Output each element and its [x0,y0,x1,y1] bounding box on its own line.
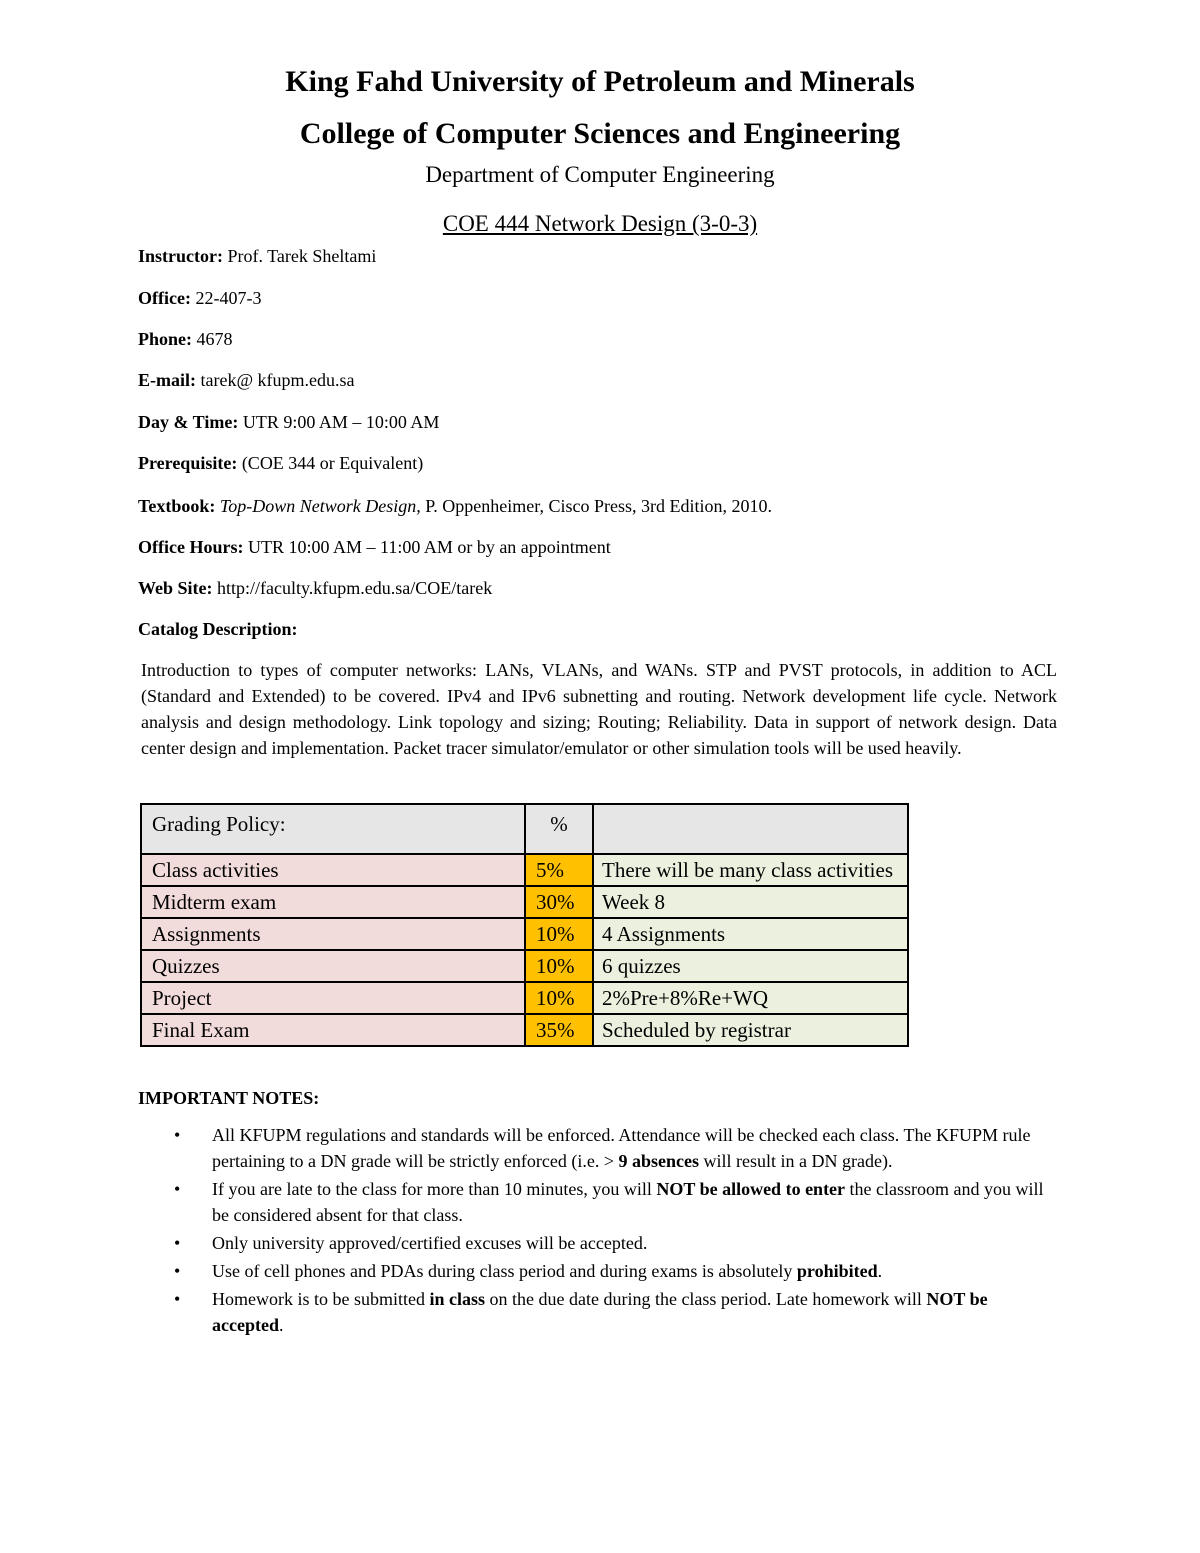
note-text: If you are late to the class for more than 10 minutes, you will [212,1179,657,1199]
grading-header-percent: % [525,804,593,854]
note-emphasis: NOT be accepted [212,1289,988,1335]
bullet-icon: • [174,1289,181,1309]
email-value[interactable]: tarek@ kfupm.edu.sa [196,370,355,390]
table-row [141,918,908,950]
grading-item: Midterm exam [141,886,525,918]
email-label: E-mail: [138,370,196,390]
course-title [0,207,1200,241]
table-row [141,1014,908,1046]
note-text: Use of cell phones and PDAs during class period and during exams is absolutely [212,1261,797,1281]
textbook-line [138,493,772,519]
note-text: Homework is to be submitted [212,1289,430,1309]
office-hours-label: Office Hours: [138,537,244,557]
prerequisite-line [138,450,423,476]
daytime-value: UTR 9:00 AM – 10:00 AM [238,412,440,432]
grading-note: Week 8 [593,886,908,918]
website-line [138,575,492,601]
grading-item: Final Exam [141,1014,525,1046]
important-notes-list [140,1122,1060,1340]
grading-item: Project [141,982,525,1014]
table-row [141,854,908,886]
catalog-heading [138,616,297,642]
list-item [140,1230,1060,1256]
university-title: King Fahd University of Petroleum and Minerals [285,65,915,98]
bullet-icon: • [174,1125,181,1145]
phone-label: Phone: [138,329,192,349]
email-line [138,367,355,393]
instructor-value: Prof. Tarek Sheltami [222,246,377,266]
grading-item: Class activities [141,854,525,886]
table-row [141,982,908,1014]
table-row [141,886,908,918]
textbook-details: P. Oppenheimer, Cisco Press, 3rd Edition, 2010. [420,496,772,516]
note-text: . [278,1315,284,1335]
note-emphasis: prohibited [796,1261,878,1281]
grading-header-notes [593,804,908,854]
textbook-label: Textbook: [138,496,216,516]
table-row [141,950,908,982]
daytime-line [138,409,439,435]
note-text: the classroom and you will be considered absent for that class. [212,1179,1044,1225]
grading-percent: 30% [525,886,593,918]
office-line [138,285,261,311]
grading-header-row [141,804,908,854]
note-text: on the due date during the class period. Late homework will [485,1289,927,1309]
grading-item: Quizzes [141,950,525,982]
phone-line [138,326,233,352]
grading-note: 4 Assignments [593,918,908,950]
list-item [140,1122,1060,1174]
website-label: Web Site: [138,578,213,598]
office-hours-value: UTR 10:00 AM – 11:00 AM or by an appointment [243,537,611,557]
bullet-icon: • [174,1179,181,1199]
college-title: College of Computer Sciences and Engineering [299,117,901,150]
grading-policy-table [140,803,909,1047]
list-item [140,1258,1060,1284]
note-emphasis: in class [429,1289,485,1309]
note-text: Only university approved/certified excuses will be accepted. [212,1233,648,1253]
prerequisite-value: (COE 344 or Equivalent) [237,453,424,473]
grading-note: 6 quizzes [593,950,908,982]
instructor-line [138,243,376,269]
grading-percent: 10% [525,982,593,1014]
textbook-title: Top-Down Network Design, [219,496,421,516]
list-item [140,1286,1060,1338]
grading-note: Scheduled by registrar [593,1014,908,1046]
grading-percent: 10% [525,918,593,950]
note-emphasis: NOT be allowed to enter [656,1179,846,1199]
list-item [140,1176,1060,1228]
bullet-icon: • [174,1233,181,1253]
grading-note: 2%Pre+8%Re+WQ [593,982,908,1014]
grading-header-policy: Grading Policy: [141,804,525,854]
grading-percent: 10% [525,950,593,982]
department-title: Department of Computer Engineering [425,162,775,187]
note-text: will result in a DN grade). [699,1151,893,1171]
bullet-icon: • [174,1261,181,1281]
note-text: . [877,1261,883,1281]
catalog-label: Catalog Description: [138,619,298,639]
phone-value: 4678 [192,329,233,349]
important-notes-heading: IMPORTANT NOTES: [138,1088,320,1108]
office-label: Office: [138,288,191,308]
grading-note: There will be many class activities [593,854,908,886]
grading-item: Assignments [141,918,525,950]
daytime-label: Day & Time: [138,412,239,432]
grading-percent: 5% [525,854,593,886]
instructor-label: Instructor: [138,246,223,266]
note-text: All KFUPM regulations and standards will be enforced. Attendance will be checked each class. The KFUPM rule pertaining to a DN grade will be strictly enforced (i.e. > [212,1125,1031,1171]
catalog-description: Introduction to types of computer networks: LANs, VLANs, and WANs. STP and PVST protocols, in addition to ACL (Standard and Extended) to be covered. IPv4 and IPv6 subnetting and routing. Network development life cycle. Network analysis and design methodology. Link topology and sizing; Routing; Reliability. Data in support of network design. Data center design and implementation. Packet tracer simulator/emulator or other simulation tools will be used heavily. [141,660,1057,758]
office-value: 22-407-3 [190,288,262,308]
note-emphasis: 9 absences [618,1151,700,1171]
course-title-text: COE 444 Network Design (3-0-3) [442,211,758,236]
prerequisite-label: Prerequisite: [138,453,238,473]
office-hours-line [138,534,611,560]
grading-percent: 35% [525,1014,593,1046]
website-link[interactable]: http://faculty.kfupm.edu.sa/COE/tarek [212,578,493,598]
